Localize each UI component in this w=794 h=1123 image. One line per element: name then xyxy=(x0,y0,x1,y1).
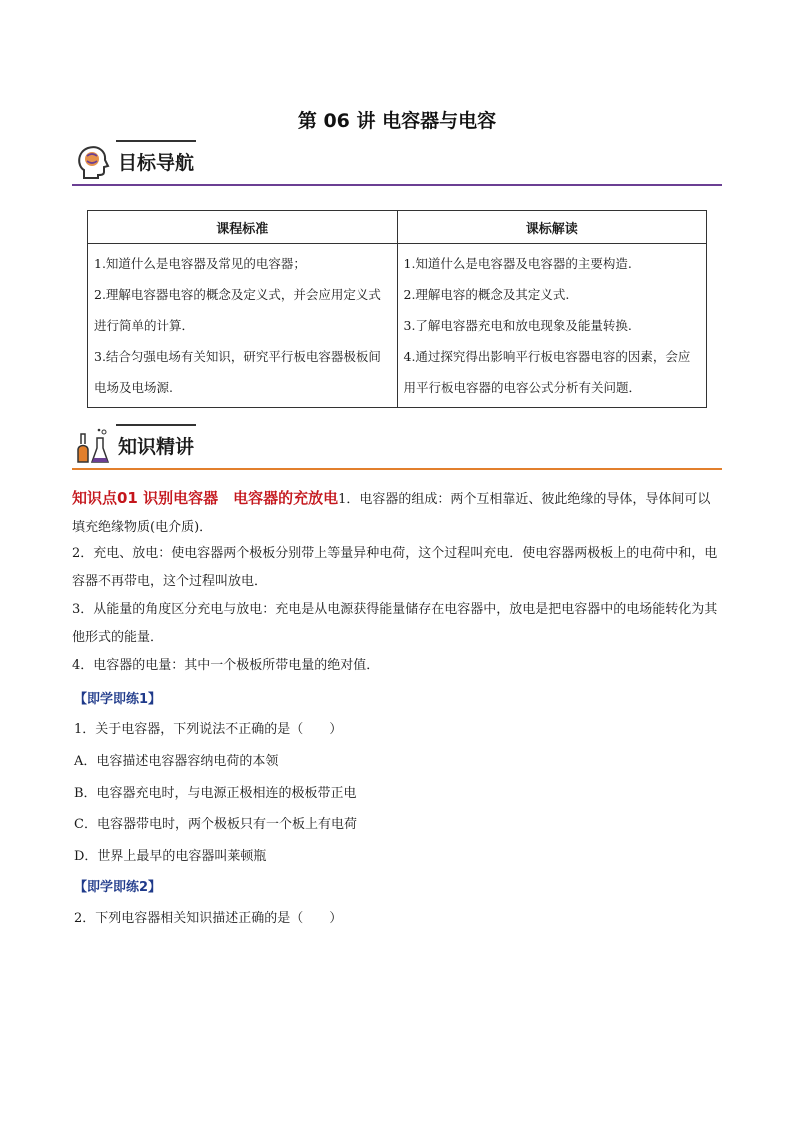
list-item: 1.知道什么是电容器及电容器的主要构造. xyxy=(403,256,632,271)
section-title-knowledge: 知识精讲 xyxy=(118,436,195,458)
knowledge-point-1 xyxy=(72,484,722,542)
interpretation-cell xyxy=(397,244,707,408)
knowledge-paragraph: 4．电容器的电量：其中一个极板所带电量的绝对值． xyxy=(72,658,380,673)
section-title-goals: 目标导航 xyxy=(118,152,195,174)
section-header-knowledge xyxy=(72,424,722,472)
list-item: 4.通过探究得出影响平行板电容器电容的因素，会应用平行板电容器的电容公式分析有关问题． xyxy=(403,349,691,395)
table-header-standard: 课程标准 xyxy=(88,211,398,244)
list-item: 1.知道什么是电容器及常见的电容器； xyxy=(94,256,306,271)
knowledge-point-title: 知识点01 识别电容器 电容器的充放电 xyxy=(72,489,339,507)
knowledge-body xyxy=(72,540,722,680)
exercise-heading: 【即学即练1】 xyxy=(74,692,162,707)
header-overline xyxy=(116,424,196,426)
page-title: 第 06 讲 电容器与电容 xyxy=(297,110,497,132)
answer-option-a: A．电容描述电容器容纳电荷的本领 xyxy=(74,754,279,769)
knowledge-paragraph: 2．充电、放电：使电容器两个极板分别带上等量异种电荷，这个过程叫充电．使电容器两极板上的电荷中和，电容器不再带电，这个过程叫放电． xyxy=(72,546,718,589)
answer-option-d: D．世界上最早的电容器叫莱顿瓶 xyxy=(74,849,267,864)
list-item: 2.理解电容器电容的概念及定义式，并会应用定义式进行简单的计算． xyxy=(94,287,381,333)
question-text: 2．下列电容器相关知识描述正确的是（ ） xyxy=(74,911,343,926)
table-header-interpretation: 课标解读 xyxy=(397,211,707,244)
standard-cell xyxy=(88,244,398,408)
exercise-heading: 【即学即练2】 xyxy=(74,880,162,895)
list-item: 3.结合匀强电场有关知识，研究平行板电容器极板间电场及电场源. xyxy=(94,349,381,395)
curriculum-table xyxy=(87,210,707,408)
section-header-goals xyxy=(72,140,722,188)
answer-option-b: B．电容器充电时，与电源正极相连的极板带正电 xyxy=(74,786,357,801)
question-text: 1．关于电容器，下列说法不正确的是（ ） xyxy=(74,722,343,737)
section-rule xyxy=(72,184,722,186)
header-overline xyxy=(116,140,196,142)
brain-head-icon xyxy=(72,142,112,182)
list-item: 3.了解电容器充电和放电现象及能量转换. xyxy=(403,318,632,333)
answer-option-c: C．电容器带电时，两个极板只有一个板上有电荷 xyxy=(74,817,357,832)
list-item: 2.理解电容的概念及其定义式. xyxy=(403,287,570,302)
knowledge-paragraph: 3．从能量的角度区分充电与放电：充电是从电源获得能量储存在电容器中，放电是把电容器中的电场能转化为其他形式的能量． xyxy=(72,602,718,645)
lab-flask-icon xyxy=(72,426,112,466)
section-rule xyxy=(72,468,722,470)
knowledge-paragraph: 1．电容器的组成：两个互相靠近、彼此绝缘的导体，导体间可以填充绝缘物质(电介质)． xyxy=(72,492,711,535)
